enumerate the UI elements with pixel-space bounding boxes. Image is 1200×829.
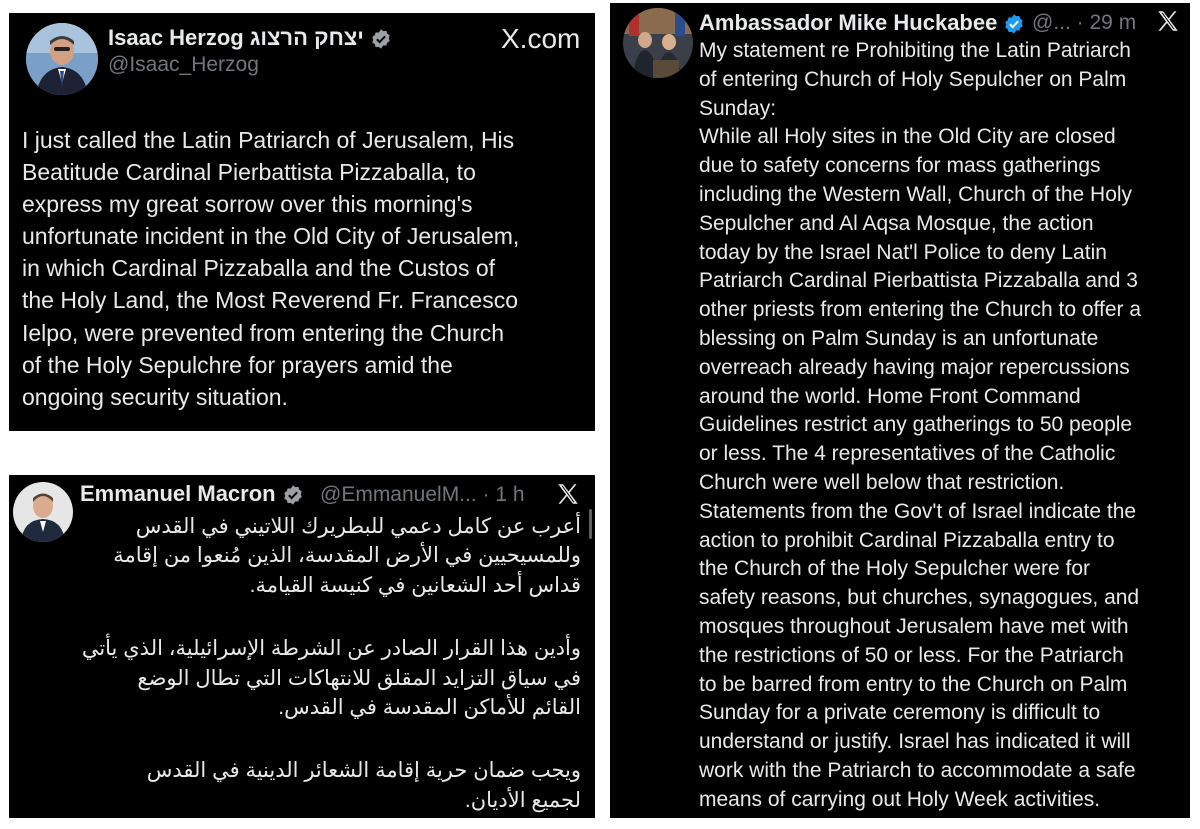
tweet-line: My statement re Prohibiting the Latin Patriarch (699, 39, 1131, 62)
tweet-line: Ielpo, were prevented from entering the Church (22, 319, 504, 346)
tweet-line: Guidelines restrict any gatherings to 50 people (699, 413, 1133, 437)
author-name-text: Emmanuel Macron (80, 481, 276, 506)
tweet-line: around the world. Home Front Command (699, 384, 1081, 408)
tweet-line: means of carrying out Holy Week activities. (699, 787, 1101, 811)
tweet-line: to be barred from entry to the Church on Palm (699, 672, 1128, 696)
tweet-line: work with the Patriarch to accommodate a safe (699, 758, 1136, 782)
tweet-line: today by the Israel Nat'l Police to deny Latin (699, 240, 1107, 264)
author-name-huckabee[interactable] (699, 10, 1025, 36)
tweet-line: قداس أحد الشعانين في كنيسة القيامة. (249, 573, 581, 597)
tweet-line: أعرب عن كامل دعمي للبطريرك اللاتيني في القدس (135, 515, 581, 538)
tweet-line: وللمسيحيين في الأرض المقدسة، الذين مُنعوا من إقامة (113, 544, 581, 568)
tweet-line: في سياق التزايد المقلق للانتهاكات التي تطال الوضع (137, 666, 581, 690)
tweet-line: Patriarch Cardinal Pierbattista Pizzaballa and 3 (699, 269, 1138, 293)
avatar-huckabee[interactable] (623, 8, 693, 78)
tweet-line: of the Holy Sepulchre for prayers amid the (22, 351, 453, 378)
author-name-text: Ambassador Mike Huckabee (699, 10, 998, 35)
tweet-line: Sunday: (699, 96, 777, 120)
verified-badge-icon (1003, 13, 1025, 35)
verified-badge-icon (370, 28, 392, 50)
tweet-line: understand or justify. Israel has indicated it will (699, 730, 1131, 754)
tweet-line: Sunday for a private ceremony is difficult to (699, 701, 1101, 725)
author-name-macron[interactable] (80, 481, 304, 507)
author-name-herzog[interactable] (108, 25, 392, 51)
paragraph-spacer (21, 600, 581, 634)
tweet-line: لجميع الأديان. (464, 788, 581, 812)
tweet-text-herzog (22, 124, 519, 413)
tweet-line: the restrictions of 50 or less. For the Patriarch (699, 643, 1124, 667)
tweet-line: القائم للأماكن المقدسة في القدس. (278, 696, 581, 720)
tweet-text-huckabee (699, 37, 1141, 815)
tweet-line: ويجب ضمان حرية إقامة الشعائر الدينية في القدس (146, 759, 581, 783)
tweet-line: blessing on Palm Sunday is an unfortunate (699, 326, 1099, 350)
tweet-text-macron (21, 512, 581, 815)
tweet-line: mosques throughout Jerusalem have met with (699, 614, 1129, 638)
tweet-line: ongoing security situation. (22, 383, 288, 410)
tweet-card-herzog (9, 13, 595, 431)
timestamp: · 1 h (482, 483, 525, 506)
site-label-xcom[interactable] (475, 23, 595, 55)
tweet-line: action to prohibit Cardinal Pizzaballa entry to (699, 528, 1115, 552)
tweet-line: While all Holy sites in the Old City are closed (699, 125, 1116, 149)
tweet-line: of entering Church of Holy Sepulcher on Palm (699, 67, 1127, 91)
tweet-line: or less. The 4 representatives of the Catholic (699, 442, 1116, 466)
tweet-line: Beatitude Cardinal Pierbattista Pizzaballa, to (22, 159, 476, 186)
tweet-line: including the Western Wall, Church of the Holy (699, 182, 1133, 206)
author-handle-herzog[interactable]: @Isaac_Herzog (108, 53, 259, 76)
author-handle-text: @EmmanuelM... (320, 483, 477, 506)
x-logo-icon[interactable] (1155, 8, 1181, 39)
x-logo-icon[interactable] (555, 481, 581, 512)
tweet-line: express my great sorrow over this morning's (22, 191, 473, 218)
tweet-line: the Church of the Holy Sepulcher were for (699, 557, 1091, 581)
tweet-line: in which Cardinal Pizzaballa and the Custos of (22, 255, 496, 282)
tweet-line: وأدين هذا القرار الصادر عن الشرطة الإسرائيلية، الذي يأتي (81, 637, 581, 661)
author-handle-huckabee[interactable] (1032, 11, 1136, 35)
tweet-line: Sepulcher and Al Aqsa Mosque, the action (699, 211, 1094, 235)
timestamp: · 29 m (1076, 11, 1137, 34)
paragraph-spacer (21, 722, 581, 756)
tweet-line: unfortunate incident in the Old City of Jerusalem, (22, 223, 520, 250)
avatar-herzog[interactable] (26, 23, 98, 95)
tweet-line: Statements from the Gov't of Israel indicate the (699, 499, 1137, 523)
tweet-line: due to safety concerns for mass gatherings (699, 154, 1101, 178)
tweet-line: overreach already having major repercussions (699, 355, 1130, 379)
site-label-text: X.com (477, 23, 580, 54)
tweet-card-macron (9, 475, 595, 818)
tweet-line: safety reasons, but churches, synagogues, and (699, 586, 1140, 610)
author-handle-macron[interactable] (320, 483, 525, 507)
tweet-line: Church were well below that restriction. (699, 470, 1065, 494)
verified-badge-icon (282, 484, 304, 506)
tweet-line: I just called the Latin Patriarch of Jerusalem, His (22, 127, 515, 153)
scrollbar[interactable] (589, 509, 592, 539)
author-handle-text: @... (1032, 11, 1071, 34)
tweet-card-huckabee (610, 3, 1190, 818)
tweet-line: the Holy Land, the Most Reverend Fr. Francesco (22, 287, 519, 314)
tweet-line: other priests from entering the Church to offer a (699, 298, 1142, 322)
author-name-text: Isaac Herzog יצחק הרצוג (108, 25, 364, 50)
